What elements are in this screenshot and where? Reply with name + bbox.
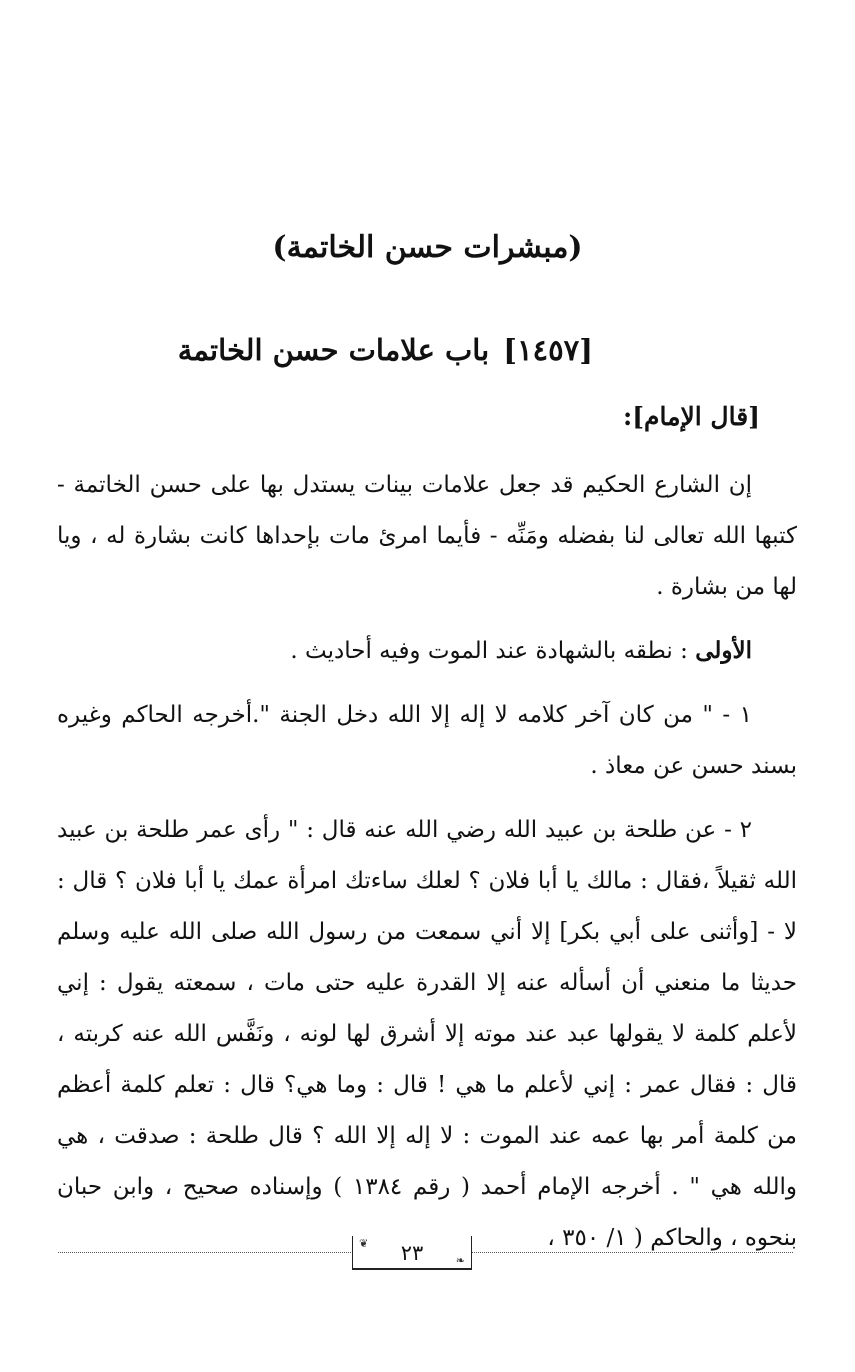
section-title: (مبشرات حسن الخاتمة)	[272, 230, 583, 265]
page-number: ٢٣	[400, 1241, 424, 1265]
chapter-title: باب علامات حسن الخاتمة	[177, 333, 490, 367]
chapter-number: [١٤٥٧]	[503, 333, 593, 367]
page-number-frame	[352, 1236, 472, 1270]
first-sign-text: : نطقه بالشهادة عند الموت وفيه أحاديث .	[290, 638, 696, 664]
hadith-2-paragraph: ٢ - عن طلحة بن عبيد الله رضي الله عنه قال : " رأى عمر طلحة بن عبيد الله ثقيلاً ،فقال : مالك يا أبا فلان ؟ لعلك ساءتك امرأة عمك يا أبا فلان ؟ قال : لا - [وأثنى على أبي بكر] إلا أني سمعت من رسول الله صلى الله عليه وسلم حديثا ما منعني أن أسأله عنه إلا القدرة عليه حتى مات ، سمعته يقول : إني لأعلم كلمة لا يقولها عبد عند موته إلا أشرق لها لونه ، ونَفَّس الله عنه كربته ، قال : فقال عمر : إني لأعلم ما هي ! قال : وما هي؟ قال : تعلم كلمة أعظم من كلمة أمر بها عمه عند الموت : لا إله إلا الله ؟ قال طلحة : صدقت ، هي والله هي " . أخرجه الإمام أحمد ( رقم ١٣٨٤ ) وإسناده صحيح ، وابن حبان بنحوه ، والحاكم ( ١/ ٣٥٠ ،	[57, 817, 797, 1251]
chapter-heading	[178, 330, 593, 370]
first-sign-lead: الأولى	[695, 637, 752, 664]
first-sign-paragraph	[57, 625, 797, 677]
ornament-icon: ❦	[359, 1237, 369, 1250]
hadith-1-paragraph: ١ - " من كان آخر كلامه لا إله إلا الله دخل الجنة ".أخرجه الحاكم وغيره بسند حسن عن معاذ .	[57, 702, 797, 779]
imam-label: [قال الإمام]:	[622, 402, 760, 431]
intro-paragraph: إن الشارع الحكيم قد جعل علامات بينات يستدل بها على حسن الخاتمة - كتبها الله تعالى لنا بفضله ومَنِّه - فأيما امرئ مات بإحداها كانت بشارة له ، ويا لها من بشارة .	[57, 472, 797, 600]
ornament-icon: ❧	[455, 1254, 465, 1267]
